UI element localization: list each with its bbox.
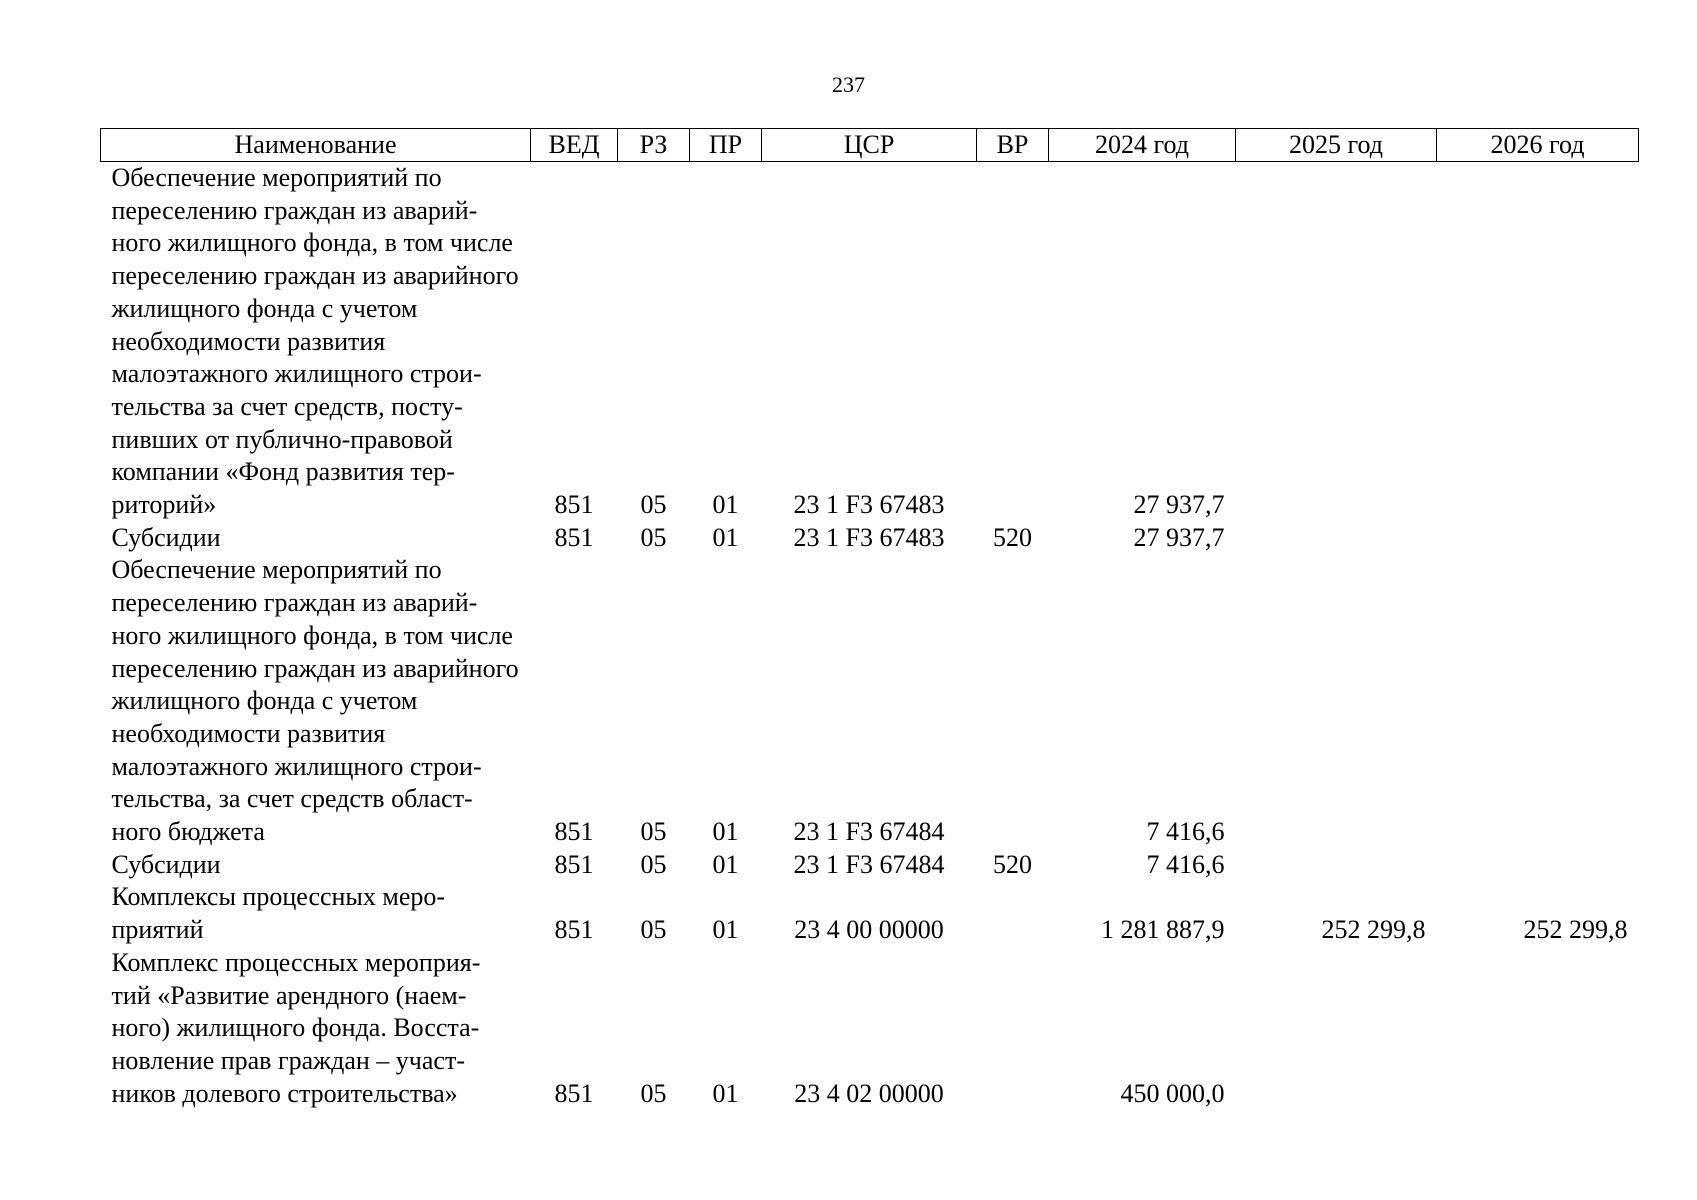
table-row: [101, 881, 1639, 946]
cell-pr: 01: [712, 522, 739, 552]
cell-2025: 252 299,8: [1321, 915, 1426, 945]
cell-2026: 252 299,8: [1523, 915, 1628, 945]
cell-csr: 23 1 F3 67483: [793, 490, 945, 520]
cell-pr: 01: [712, 1078, 739, 1108]
cell-csr: 23 1 F3 67484: [793, 817, 945, 847]
cell-2024: 27 937,7: [1133, 522, 1225, 552]
header-rz: РЗ: [618, 129, 690, 162]
cell-rz: 05: [640, 1078, 667, 1108]
cell-2026: [1437, 849, 1639, 882]
cell-2024: 7 416,6: [1146, 817, 1225, 847]
table-row: [101, 849, 1639, 882]
table-header-row: [101, 129, 1639, 162]
cell-2026: [1437, 522, 1639, 555]
cell-name: Субсидии: [111, 522, 221, 552]
cell-name: Субсидии: [111, 849, 221, 879]
header-pr: ПР: [690, 129, 762, 162]
cell-2024: 450 000,0: [1120, 1078, 1225, 1108]
cell-name: Комплекс процессных мероприя- тий «Развитие арендного (наем- ного) жилищного фонда. Восста- новление прав граждан – участ- ников долевого строительства»: [111, 947, 481, 1108]
cell-2024: 7 416,6: [1146, 849, 1225, 879]
cell-csr: 23 4 02 00000: [794, 1078, 944, 1108]
page-number: 237: [832, 72, 865, 97]
cell-2026: [1437, 162, 1639, 522]
cell-ved: 851: [554, 1078, 594, 1108]
header-2025: 2025 год: [1236, 129, 1437, 162]
cell-pr: 01: [712, 849, 739, 879]
cell-csr: 23 1 F3 67484: [793, 849, 945, 879]
cell-ved: 851: [554, 490, 594, 520]
header-vr: ВР: [977, 129, 1049, 162]
cell-ved: 851: [554, 915, 594, 945]
table-row: [101, 162, 1639, 522]
cell-rz: 05: [640, 817, 667, 847]
cell-ved: 851: [554, 522, 594, 552]
table-row: [101, 554, 1639, 848]
cell-2025: [1236, 522, 1437, 555]
cell-rz: 05: [640, 915, 667, 945]
cell-2024: 27 937,7: [1133, 490, 1225, 520]
cell-pr: 01: [712, 915, 739, 945]
cell-2025: [1236, 849, 1437, 882]
cell-vr: [977, 947, 1049, 1111]
header-csr: ЦСР: [762, 129, 977, 162]
header-name: Наименование: [101, 129, 531, 162]
budget-table: [100, 128, 1639, 1110]
cell-vr: [977, 554, 1049, 848]
cell-vr: 520: [993, 849, 1032, 879]
cell-2025: [1236, 947, 1437, 1111]
cell-name: Обеспечение мероприятий по переселению граждан из аварий- ного жилищного фонда, в том числе переселению граждан из аварийного жилищного фонда с учетом необходимости развития малоэтажного жилищного строи- тельства за счет средств, посту- пивших от публично-правовой компании «Фонд развития тер- риторий»: [111, 163, 519, 520]
cell-rz: 05: [640, 490, 667, 520]
cell-ved: 851: [554, 849, 594, 879]
cell-vr: [977, 162, 1049, 522]
header-2024: 2024 год: [1049, 129, 1236, 162]
cell-pr: 01: [712, 490, 739, 520]
cell-csr: 23 4 00 00000: [794, 915, 944, 945]
header-ved: ВЕД: [531, 129, 618, 162]
cell-rz: 05: [640, 522, 667, 552]
header-2026: 2026 год: [1437, 129, 1639, 162]
cell-vr: 520: [993, 522, 1032, 552]
table-row: [101, 947, 1639, 1111]
cell-vr: [977, 881, 1049, 946]
cell-2026: [1437, 947, 1639, 1111]
cell-csr: 23 1 F3 67483: [793, 522, 945, 552]
cell-name: Комплексы процессных меро- приятий: [111, 882, 446, 945]
cell-rz: 05: [640, 849, 667, 879]
cell-pr: 01: [712, 817, 739, 847]
cell-2024: 1 281 887,9: [1101, 915, 1225, 945]
cell-2026: [1437, 554, 1639, 848]
cell-2025: [1236, 162, 1437, 522]
table-row: [101, 522, 1639, 555]
cell-ved: 851: [554, 817, 594, 847]
cell-2025: [1236, 554, 1437, 848]
cell-name: Обеспечение мероприятий по переселению граждан из аварий- ного жилищного фонда, в том числе переселению граждан из аварийного жилищного фонда с учетом необходимости развития малоэтажного жилищного строи- тельства, за счет средств област- ного бюджета: [111, 555, 519, 847]
